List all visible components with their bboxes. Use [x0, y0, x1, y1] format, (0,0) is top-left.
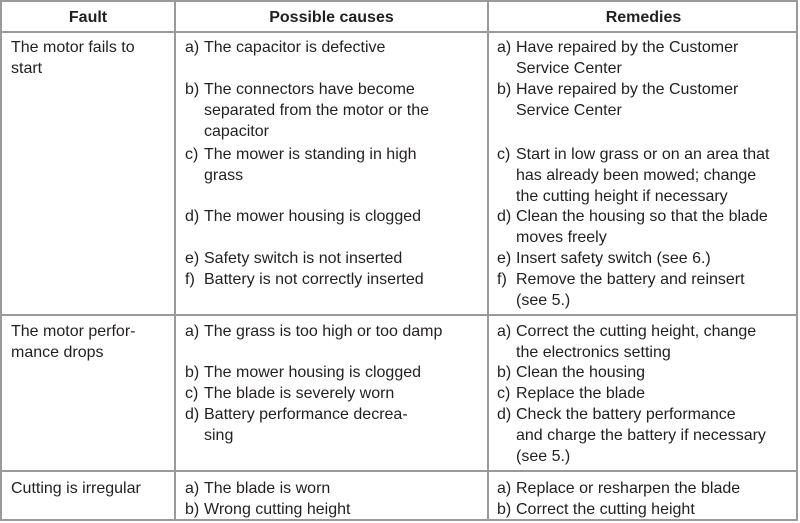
remedy-item [497, 270, 745, 312]
cause-item [185, 38, 385, 59]
cause-item [185, 500, 350, 521]
item-text: Insert safety switch (see 6.) [516, 250, 711, 267]
item-text: and charge the battery if necessary [516, 426, 766, 444]
cause-item [185, 270, 424, 291]
item-text: Service Center [516, 101, 622, 119]
item-label: e) [497, 250, 512, 267]
row-divider [2, 470, 796, 472]
item-text: Have repaired by the Customer [516, 39, 739, 56]
remedy-item [497, 363, 645, 384]
remedy-item [497, 500, 695, 521]
remedy-item [497, 405, 766, 467]
item-label: f) [497, 271, 507, 288]
item-label: d) [497, 208, 512, 225]
remedy-item [497, 479, 740, 500]
header-fault: Fault [68, 9, 108, 26]
item-label: b) [185, 364, 200, 381]
item-text: The mower is standing in high [204, 146, 417, 163]
cause-item [185, 363, 421, 384]
item-label: d) [185, 208, 200, 225]
item-text: Have repaired by the Customer [516, 81, 739, 98]
item-label: b) [497, 81, 512, 98]
fault-text: The motor perfor- [11, 323, 136, 340]
cause-item [185, 145, 417, 187]
cause-item [185, 479, 330, 500]
item-text: The connectors have become [204, 81, 415, 98]
fault-text: start [11, 59, 43, 77]
column-divider [174, 2, 176, 519]
item-text: (see 5.) [516, 447, 571, 465]
item-text: The blade is severely worn [204, 385, 395, 402]
header-possible-causes: Possible causes [269, 9, 394, 26]
item-text: Battery performance decrea- [204, 406, 408, 423]
item-text: Replace or resharpen the blade [516, 480, 741, 497]
item-text: The mower housing is clogged [204, 208, 422, 225]
fault-cell [11, 479, 141, 500]
remedy-item [497, 145, 769, 207]
item-text: (see 5.) [516, 291, 571, 309]
item-text: moves freely [516, 228, 607, 246]
item-text: Check the battery performance [516, 406, 736, 423]
item-text: Start in low grass or on an area that [516, 146, 770, 163]
fault-text: Cutting is irregular [11, 480, 141, 497]
item-text: Clean the housing so that the blade [516, 208, 768, 225]
remedy-item [497, 249, 711, 270]
item-label: b) [185, 501, 200, 518]
item-label: a) [497, 39, 512, 56]
header-remedies: Remedies [605, 9, 682, 26]
item-text: The grass is too high or too damp [204, 323, 443, 340]
fault-text: The motor fails to [11, 39, 135, 56]
item-text: Safety switch is not inserted [204, 250, 403, 267]
item-label: f) [185, 271, 195, 288]
item-text: sing [204, 426, 234, 444]
item-label: a) [497, 480, 512, 497]
cause-item [185, 80, 429, 142]
item-text: Wrong cutting height [204, 501, 351, 518]
item-text: grass [204, 166, 244, 184]
fault-cell [11, 322, 135, 364]
item-text: The blade is worn [204, 480, 331, 497]
remedy-item [497, 207, 768, 249]
remedy-item [497, 384, 645, 405]
cause-item [185, 322, 442, 343]
row-divider [2, 314, 796, 316]
item-text: separated from the motor or the [204, 101, 429, 119]
cause-item [185, 249, 402, 270]
item-text: Correct the cutting height, change [516, 323, 757, 340]
item-text: the electronics setting [516, 343, 671, 361]
cause-item [185, 207, 421, 228]
item-label: a) [185, 480, 200, 497]
item-text: Remove the battery and reinsert [516, 271, 745, 288]
item-label: c) [185, 385, 199, 402]
item-label: c) [185, 146, 199, 163]
item-label: d) [185, 406, 200, 423]
item-label: b) [185, 81, 200, 98]
item-text: Battery is not correctly inserted [204, 271, 424, 288]
item-text: The mower housing is clogged [204, 364, 422, 381]
remedy-item [497, 38, 738, 80]
item-text: The capacitor is defective [204, 39, 386, 56]
remedy-item [497, 322, 756, 364]
item-label: c) [497, 385, 511, 402]
item-label: e) [185, 250, 200, 267]
item-text: Service Center [516, 59, 622, 77]
fault-cell [11, 38, 135, 80]
item-text: Correct the cutting height [516, 501, 695, 518]
item-label: a) [185, 323, 200, 340]
item-label: b) [497, 364, 512, 381]
item-label: c) [497, 146, 511, 163]
item-text: has already been mowed; change [516, 166, 757, 184]
item-label: a) [185, 39, 200, 56]
item-label: a) [497, 323, 512, 340]
item-text: Clean the housing [516, 364, 645, 381]
item-text: Replace the blade [516, 385, 645, 402]
item-label: d) [497, 406, 512, 423]
item-text: the cutting height if necessary [516, 187, 728, 205]
fault-text: mance drops [11, 343, 104, 361]
item-text: capacitor [204, 122, 269, 140]
cause-item [185, 384, 394, 405]
cause-item [185, 405, 408, 447]
item-label: b) [497, 501, 512, 518]
column-divider [487, 2, 489, 519]
remedy-item [497, 80, 738, 122]
